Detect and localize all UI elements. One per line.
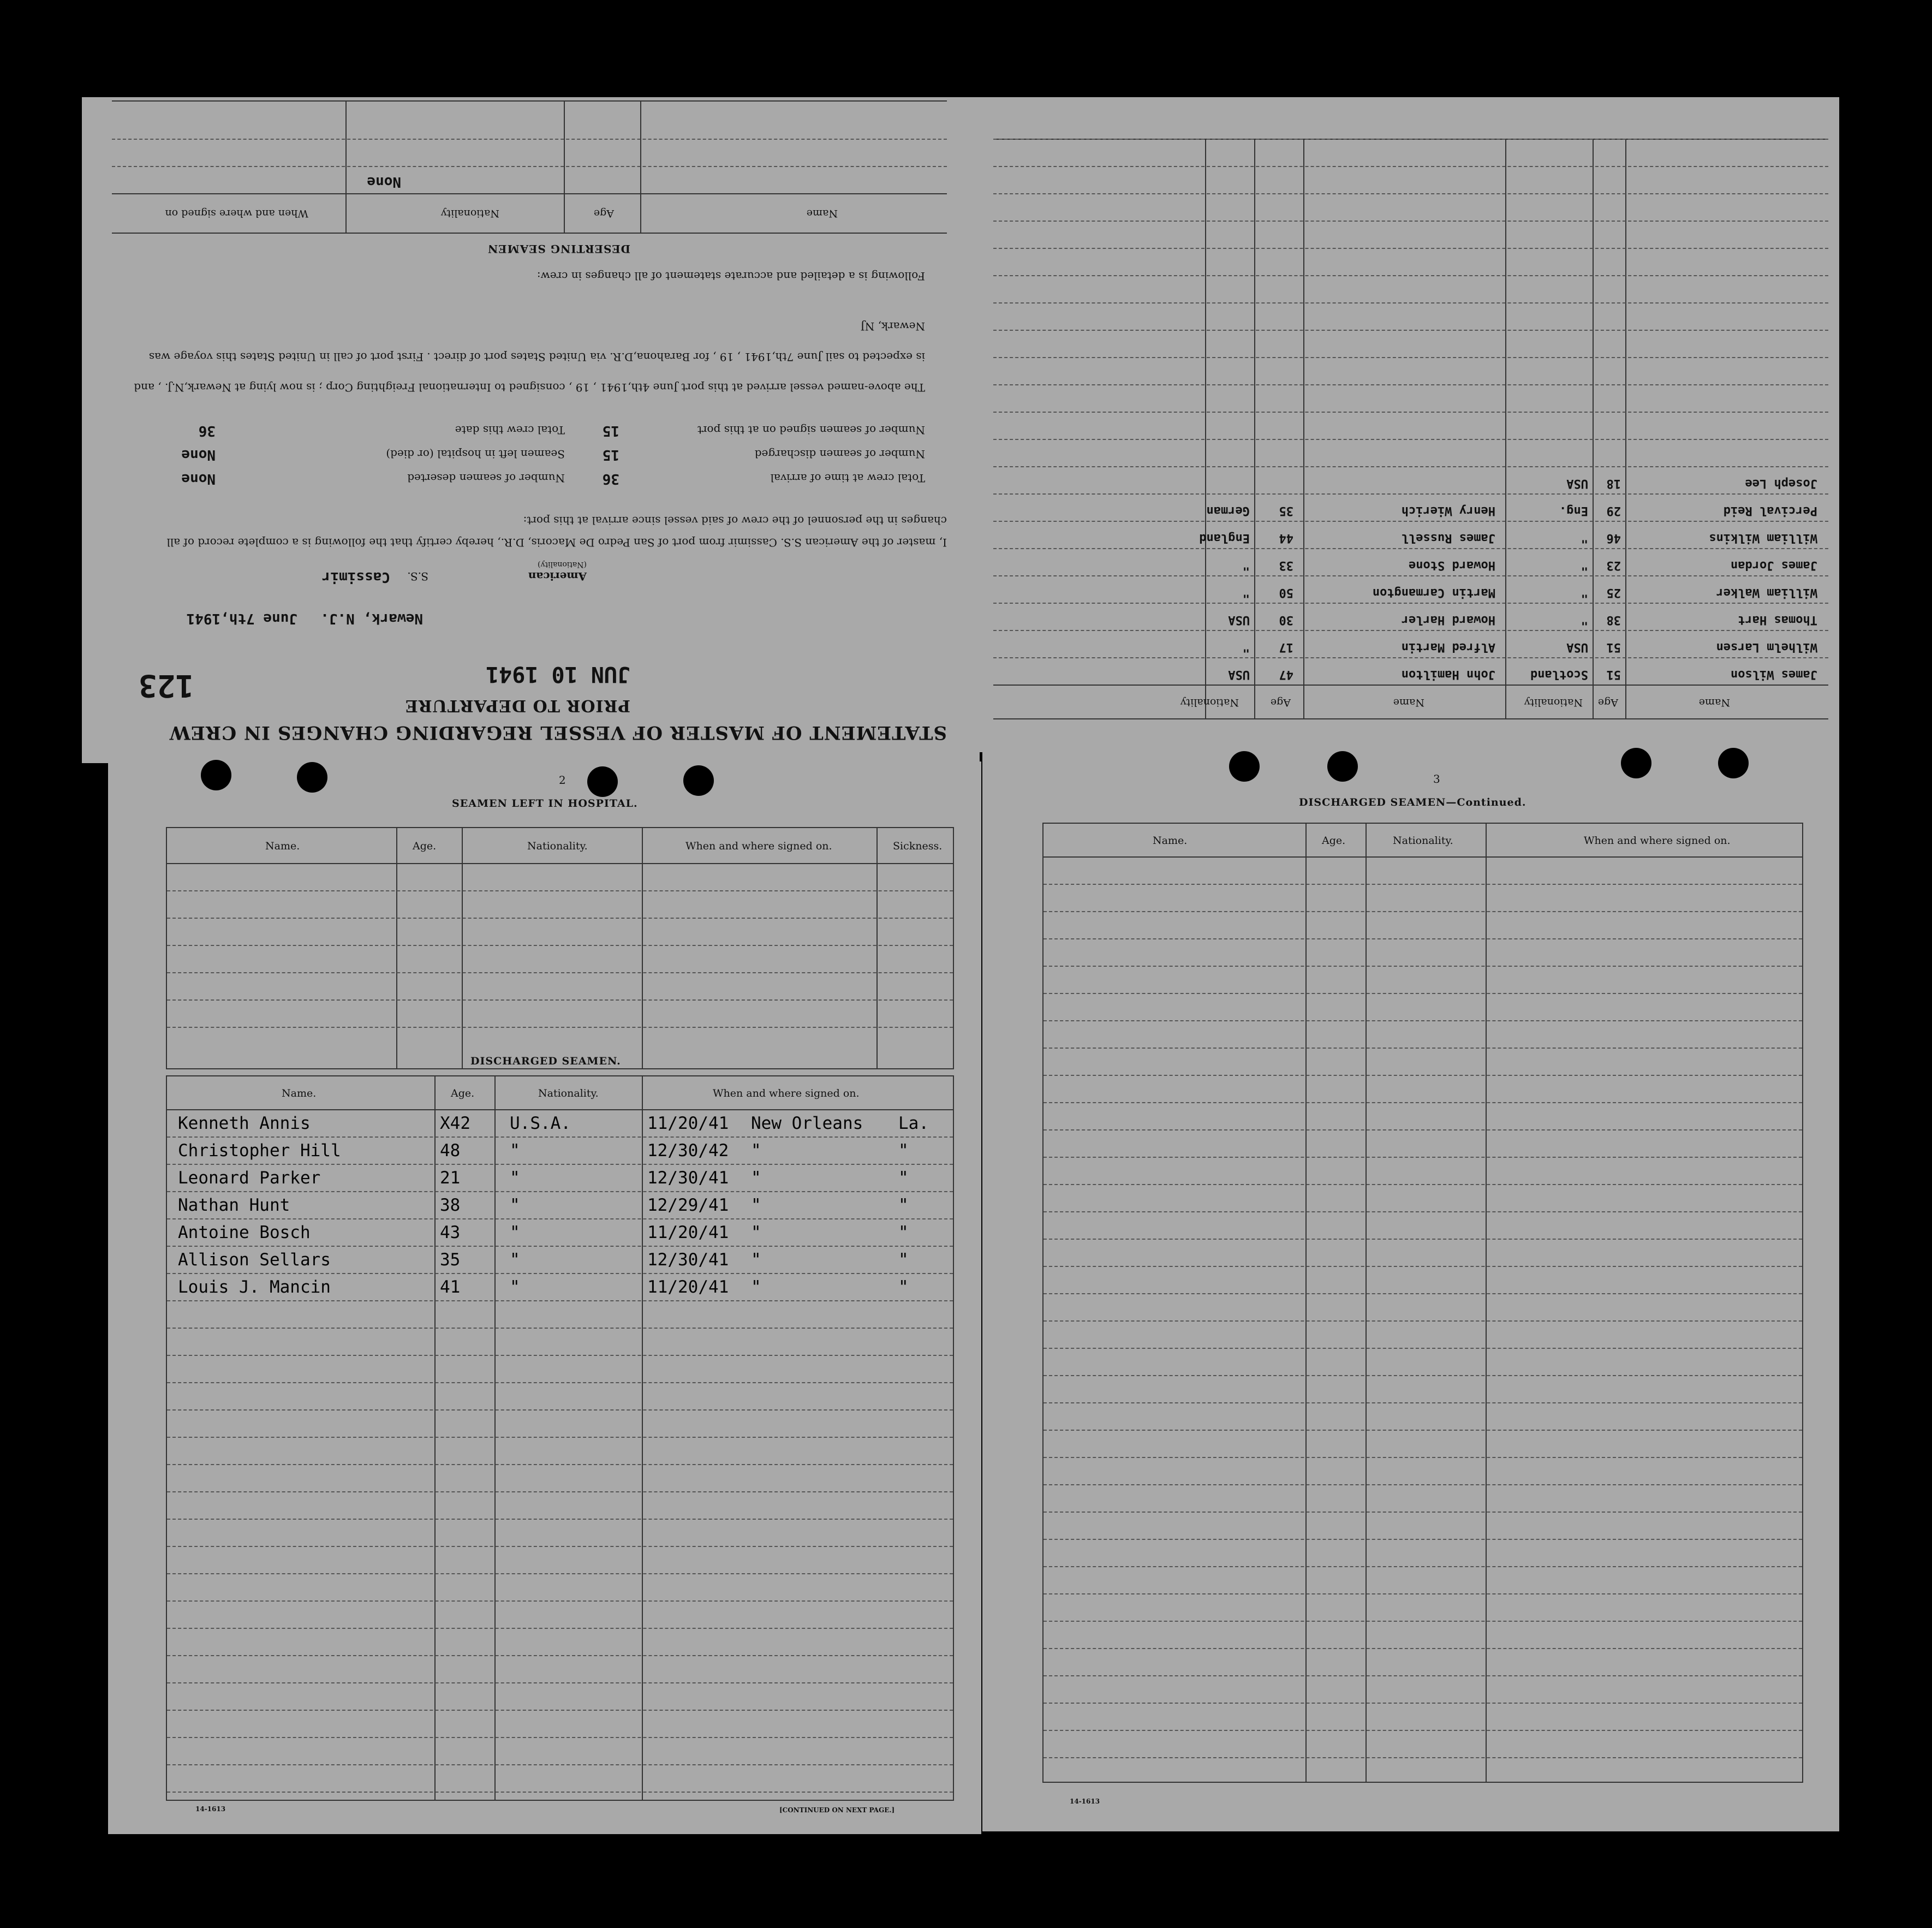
signed-age-2: 50 [1279,586,1293,599]
master-nationality: American [528,570,587,583]
ruled-line [1043,1730,1802,1731]
place-of-statement: Newark, N.J. [320,610,423,627]
ship-name: Cassimir [321,569,390,585]
discharged-signed-place: " [751,1277,761,1297]
signed-col-age-1: Age [1597,697,1618,709]
discharged-signed-state: " [898,1277,909,1297]
signed-name-2: Alfred Martin [1401,640,1495,654]
signed-name: James Jordan [1731,558,1817,572]
punch-hole [201,760,231,790]
discharged-nationality: " [510,1141,520,1161]
discharged-signed-state: " [898,1168,909,1188]
ruled-line [993,275,1828,276]
ruled-line [1043,1020,1802,1021]
ruled-line [1043,1457,1802,1458]
discharged-nationality: " [510,1277,520,1297]
signed-age: 51 [1606,668,1621,681]
signed-nationality: " [1581,586,1588,599]
discharged-col-name: Name. [282,1087,317,1099]
signed-nationality-2: " [1242,586,1250,599]
discharged-signed-date: 12/29/41 [647,1195,729,1215]
table-row [993,490,1828,517]
top-left-page [82,97,980,763]
count-line-3: Number of seamen signed on at this port 15 Total crew this date 36 [198,423,925,439]
ruled-line [1043,1703,1802,1704]
signed-name-2: Howard Harler [1401,613,1495,627]
statement-subtitle: PRIOR TO DEPARTURE [404,696,630,715]
discharged-name: Nathan Hunt [178,1195,290,1215]
ruled-line [167,1027,953,1028]
ruled-line [993,248,1828,249]
discharged-age: 41 [440,1277,461,1297]
discharged-signed-place: " [751,1195,761,1215]
deserting-table [112,100,947,234]
ship-label: S.S. [407,570,428,583]
discharged-name: Allison Sellars [178,1250,331,1270]
signed-age-2: 17 [1279,640,1293,654]
ruled-line [993,302,1828,304]
page-2 [108,761,981,1834]
hospital-col-nationality: Nationality. [527,840,588,852]
signed-age-2: 44 [1279,531,1293,545]
following-text: Following is a detailed and accurate statement of all changes in crew: [536,270,925,283]
ruled-line [1043,884,1802,885]
signed-nationality: Eng. [1559,504,1588,517]
count-line-2: Number of seamen discharged 15 Seamen left in hospital (or died) None [181,447,925,463]
discharged-rows [167,1109,953,1800]
continued-note: [CONTINUED ON NEXT PAGE.] [779,1806,895,1814]
table-row [167,1223,953,1250]
discharged-nationality: U.S.A. [510,1114,571,1133]
cont-lines [1043,856,1802,1782]
ruled-line [1043,1566,1802,1567]
punch-hole [587,766,618,797]
signed-age-2: 30 [1279,613,1293,627]
ruled-line [993,439,1828,440]
discharged-table [166,1075,954,1801]
signed-age: 38 [1606,613,1621,627]
signed-age: 18 [1606,477,1621,490]
discharged-nationality: " [510,1168,520,1188]
cont-col-age: Age. [1322,835,1346,847]
signed-nationality: " [1581,558,1588,572]
signed-name: William Walker [1716,586,1817,599]
ruled-line [1043,1157,1802,1158]
signed-nationality-2: USA [1228,668,1250,681]
discharged-signed-date: 11/20/41 [647,1114,729,1133]
table-row [167,1168,953,1195]
ruled-line [1043,1320,1802,1322]
ruled-line [1043,1430,1802,1431]
signed-age-2: 35 [1279,504,1293,517]
ruled-line [1043,1593,1802,1594]
signed-age: 23 [1606,558,1621,572]
signed-nationality: USA [1566,477,1588,490]
signed-nationality: " [1581,531,1588,545]
page-2-number: 2 [559,773,566,787]
ruled-line [1043,1048,1802,1049]
ruled-line [993,412,1828,413]
ruled-line [1043,1129,1802,1130]
discharged-header: DISCHARGED SEAMEN. [470,1055,621,1067]
deserting-col-nationality: Nationality [440,207,499,219]
signed-name-2: Martin Carmangton [1372,586,1495,599]
counts-block [128,413,925,485]
discharged-name: Antoine Bosch [178,1223,311,1242]
table-row [167,1141,953,1168]
ruled-line [1043,938,1802,939]
ruled-line [1043,966,1802,967]
discharged-signed-date: 12/30/41 [647,1168,729,1188]
signed-nationality: USA [1566,640,1588,654]
ruled-line [993,330,1828,331]
ruled-line [1043,1293,1802,1294]
ruled-line [167,972,953,973]
ruled-line [993,221,1828,222]
discharged-name: Christopher Hill [178,1141,341,1161]
ruled-line [1043,911,1802,912]
hospital-table [166,827,954,1069]
arrival-text: The above-named vessel arrived at this port June 4th,1941 , 19 , consigned to International Freighting Corp ; is now lying at Newark,N.J. , and is expected to sail June 7th,1941 , 19 , for Barahona,D.R. via United States port of direct . First port of call in United States this voyage was Newark, NJ [134,320,925,394]
signed-col-name-2: Name [1393,697,1424,709]
ruled-line [1043,993,1802,994]
discharged-signed-state: La. [898,1114,929,1133]
cont-col-nationality: Nationality. [1393,835,1453,847]
signed-name: Thomas Hart [1738,613,1817,627]
ruled-line [1043,1239,1802,1240]
discharged-signed-place: " [751,1168,761,1188]
discharged-age: 43 [440,1223,461,1242]
page-2-form-number: 14-1613 [195,1805,226,1813]
discharged-age: 35 [440,1250,461,1270]
signed-name-2: Henry Wierich [1401,504,1495,517]
punch-hole [1229,751,1260,782]
signed-nationality-2: German [1206,504,1250,517]
discharged-name: Louis J. Mancin [178,1277,331,1297]
table-row [167,1250,953,1277]
discharged-continued-table [1042,823,1803,1783]
punch-hole [1621,748,1651,778]
statement-date: June 7th,1941 [186,610,297,627]
discharged-name: Kenneth Annis [178,1114,311,1133]
ruled-line [993,384,1828,385]
received-stamp-date: JUN 10 1941 [486,662,630,687]
top-left-rotated-content [82,97,980,763]
nationality-caption: (Nationality) [538,560,587,569]
signed-age: 29 [1606,504,1621,517]
signed-name-2: James Russell [1401,531,1495,545]
cont-col-when-where: When and where signed on. [1584,835,1731,847]
ruled-line [1043,1484,1802,1485]
ruled-line [1043,1675,1802,1676]
table-row [993,545,1828,572]
discharged-col-nationality: Nationality. [538,1087,599,1099]
deserting-none: None [367,174,401,190]
discharged-name: Leonard Parker [178,1168,321,1188]
ruled-line [993,193,1828,194]
page-3-number: 3 [1433,772,1440,786]
table-row [993,517,1828,545]
signed-col-nat-2: Nationality [1180,697,1239,709]
signed-nationality-2: " [1242,558,1250,572]
punch-hole [1718,748,1749,778]
ruled-line [167,999,953,1001]
cont-col-name: Name. [1153,835,1188,847]
ruled-line [167,918,953,919]
certify-text: I, master of the American S.S. Cassimir from port of San Pedro De Macoris, D.R., hereby certify that the following is a complete record of all changes in the personnel of the crew of said vessel since arrival at this port: [166,514,947,549]
discharged-signed-state: " [898,1250,909,1270]
discharged-signed-state: " [898,1223,909,1242]
table-row [993,654,1828,681]
discharged-signed-place: " [751,1250,761,1270]
discharged-continued-header: DISCHARGED SEAMEN—Continued. [1299,796,1526,808]
signed-name: Percival Reid [1723,504,1817,517]
table-row [167,1195,953,1223]
signed-age-2: 47 [1279,668,1293,681]
ruled-line [1043,1539,1802,1540]
ruled-line [993,139,1828,140]
discharged-signed-date: 11/20/41 [647,1223,729,1242]
hospital-col-name: Name. [265,840,300,852]
ruled-line [167,945,953,946]
punch-hole [683,765,714,796]
ruled-line [1043,1102,1802,1103]
discharged-col-when-where: When and where signed on. [713,1087,860,1099]
table-row [993,599,1828,627]
signed-col-age-2: Age [1270,697,1291,709]
ruled-line [167,890,953,891]
signed-age: 51 [1606,640,1621,654]
signed-name: James Wilson [1731,668,1817,681]
ruled-line [1043,1211,1802,1212]
count-line-1: Total crew at time of arrival 36 Number of seamen deserted None [181,471,925,487]
signed-col-name-1: Name [1698,697,1730,709]
top-right-page [977,97,1839,752]
statement-title: STATEMENT OF MASTER OF VESSEL REGARDING CHANGES IN CREW [169,722,947,743]
signed-name-2: Howard Stone [1409,558,1495,572]
discharged-signed-date: 11/20/41 [647,1277,729,1297]
punch-hole [297,762,327,793]
punch-hole [1327,751,1358,782]
signed-nationality-2: England [1199,531,1250,545]
ruled-line [1043,1184,1802,1185]
signed-nationality: Scotland [1530,668,1588,681]
discharged-signed-date: 12/30/41 [647,1250,729,1270]
deserting-col-age: Age [593,207,614,219]
signed-age: 46 [1606,531,1621,545]
table-row [993,627,1828,654]
discharged-signed-place: " [751,1223,761,1242]
ruled-line [993,166,1828,167]
ruled-line [1043,1757,1802,1758]
ruled-line [1043,1375,1802,1376]
table-row [993,463,1828,490]
signed-name-2: John Hamilton [1401,668,1495,681]
hospital-lines [167,863,953,1068]
signed-age-2: 33 [1279,558,1293,572]
deserting-header: DESERTING SEAMEN [487,242,630,255]
ruled-line [1043,1621,1802,1622]
statement-number: 123 [138,668,194,703]
signed-name: Wilhelm Larsen [1716,640,1817,654]
signed-nationality-2: USA [1228,613,1250,627]
deserting-col-when-where: When and where signed on [165,207,308,219]
discharged-nationality: " [510,1250,520,1270]
discharged-age: X42 [440,1114,470,1133]
ruled-line [993,357,1828,358]
table-row [167,1114,953,1141]
discharged-signed-state: " [898,1141,909,1161]
discharged-signed-place: New Orleans [751,1114,863,1133]
table-row [167,1277,953,1305]
signed-nationality: " [1581,613,1588,627]
ruled-line [1043,1402,1802,1403]
discharged-signed-place: " [751,1141,761,1161]
ruled-line [1043,1266,1802,1267]
signed-name: William Wilkins [1709,531,1817,545]
ruled-line [1043,1512,1802,1513]
signed-name: Joseph Lee [1745,477,1817,490]
ruled-line [1043,1648,1802,1649]
hospital-header: SEAMEN LEFT IN HOSPITAL. [452,798,638,810]
discharged-age: 21 [440,1168,461,1188]
page-3-form-number: 14-1613 [1070,1798,1100,1805]
discharged-signed-date: 12/30/42 [647,1141,729,1161]
signed-age: 25 [1606,586,1621,599]
signed-on-table [993,139,1828,719]
signed-nationality-2: " [1242,640,1250,654]
hospital-col-age: Age. [413,840,437,852]
discharged-nationality: " [510,1195,520,1215]
discharged-signed-state: " [898,1195,909,1215]
page-3 [982,729,1839,1831]
top-right-rotated-content [977,97,1839,752]
ruled-line [1043,1075,1802,1076]
discharged-col-age: Age. [451,1087,475,1099]
discharged-nationality: " [510,1223,520,1242]
deserting-col-name: Name [806,207,838,219]
signed-col-nat-1: Nationality [1524,697,1583,709]
signed-rows [993,140,1828,686]
hospital-col-when-where: When and where signed on. [685,840,832,852]
table-row [993,572,1828,599]
discharged-age: 48 [440,1141,461,1161]
hospital-col-sickness: Sickness. [893,840,943,852]
discharged-age: 38 [440,1195,461,1215]
ruled-line [1043,1348,1802,1349]
